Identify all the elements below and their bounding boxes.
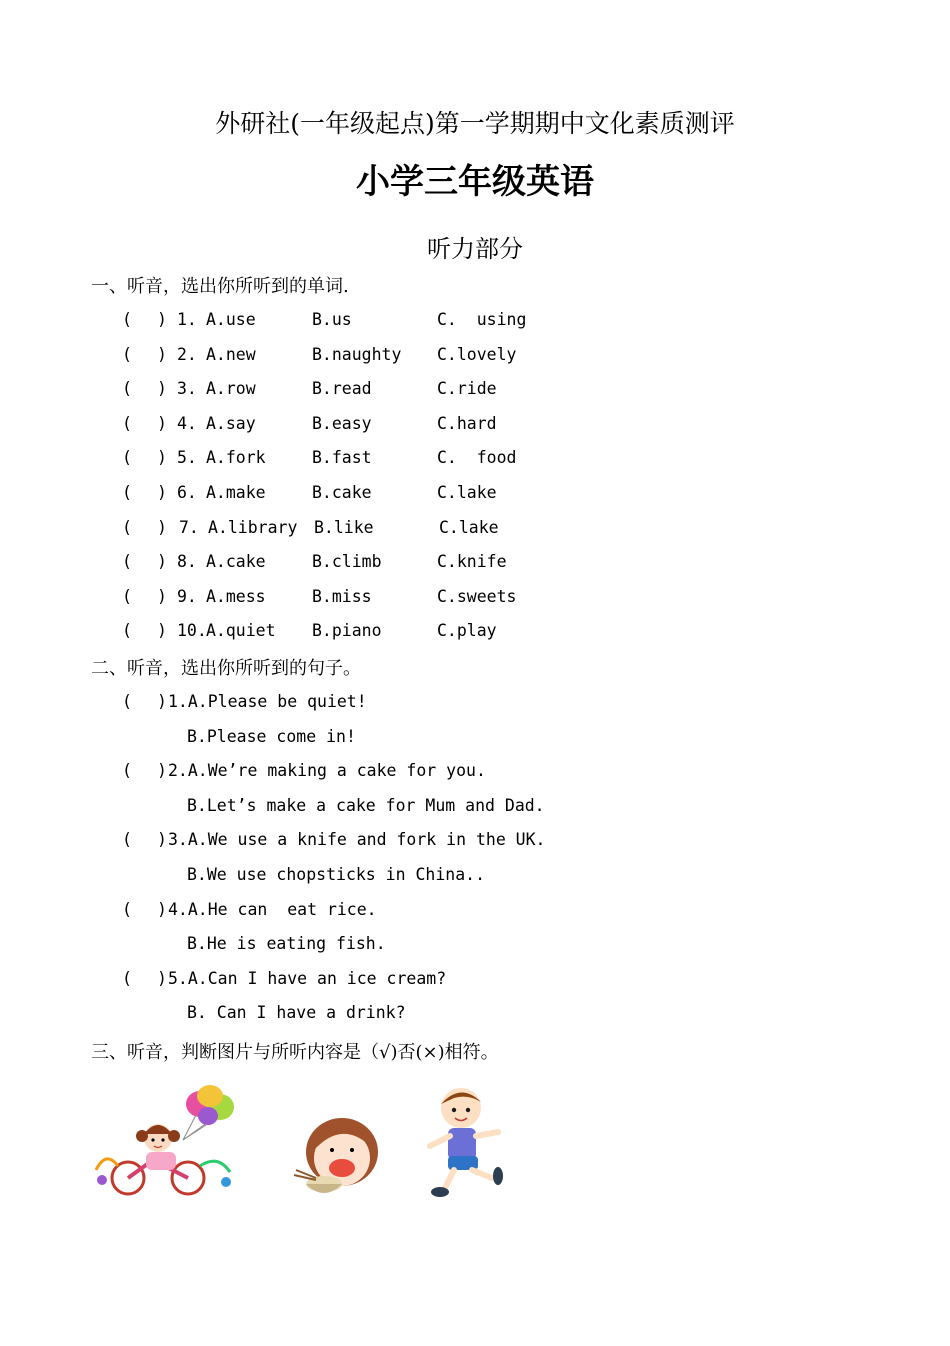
answer-paren-left[interactable]: ( xyxy=(122,587,132,606)
part1-instruction: 一、听音，选出你所听到的单词. xyxy=(91,276,349,297)
sentence-question xyxy=(0,830,950,860)
answer-paren-right: ) xyxy=(157,587,167,606)
running-boy-picture xyxy=(430,1088,503,1197)
answer-paren-right: ) xyxy=(157,483,167,502)
sentence-option-b: B.Please come in! xyxy=(187,727,356,746)
question-number: 8. xyxy=(177,552,197,571)
sentence-option-row xyxy=(0,865,950,895)
word-question xyxy=(0,518,950,548)
answer-paren-right: ) xyxy=(157,414,167,433)
answer-paren-left[interactable]: ( xyxy=(122,692,132,711)
question-number: 6. xyxy=(177,483,197,502)
answer-paren-left[interactable]: ( xyxy=(122,379,132,398)
exam-title: 小学三年级英语 xyxy=(356,162,594,202)
word-question xyxy=(0,414,950,444)
option-c: C.ride xyxy=(437,379,497,398)
word-question xyxy=(0,448,950,478)
sentence-option-a: 3.A.We use a knife and fork in the UK. xyxy=(168,830,546,849)
answer-paren-right: ) xyxy=(157,310,167,329)
answer-paren-right: ) xyxy=(157,448,167,467)
answer-paren-left[interactable]: ( xyxy=(122,448,132,467)
word-question xyxy=(0,552,950,582)
answer-paren-left[interactable]: ( xyxy=(122,552,132,571)
answer-paren-right: ) xyxy=(157,761,167,780)
answer-paren-left[interactable]: ( xyxy=(122,345,132,364)
answer-paren-left[interactable]: ( xyxy=(122,310,132,329)
question-number: 9. xyxy=(177,587,197,606)
question-number: 1. xyxy=(177,310,197,329)
option-c: C.hard xyxy=(437,414,497,433)
question-number: 4. xyxy=(177,414,197,433)
answer-paren-left[interactable]: ( xyxy=(122,414,132,433)
option-b: B.us xyxy=(312,310,352,329)
sentence-option-b: B.He is eating fish. xyxy=(187,934,386,953)
answer-paren-left[interactable]: ( xyxy=(122,969,132,988)
answer-paren-right: ) xyxy=(157,692,167,711)
option-a: A.mess xyxy=(206,587,266,606)
sentence-option-row xyxy=(0,934,950,964)
picture-row xyxy=(88,1080,528,1210)
answer-paren-left[interactable]: ( xyxy=(122,830,132,849)
question-number: 5. xyxy=(177,448,197,467)
answer-paren-left[interactable]: ( xyxy=(122,518,132,537)
option-a: A.library xyxy=(208,518,298,537)
option-a: A.new xyxy=(206,345,256,364)
option-b: B.fast xyxy=(312,448,372,467)
word-question xyxy=(0,483,950,513)
option-c: C. food xyxy=(437,448,517,467)
option-c: C.lake xyxy=(437,483,497,502)
question-number: 2. xyxy=(177,345,197,364)
word-question xyxy=(0,621,950,651)
sentence-option-a: 4.A.He can eat rice. xyxy=(168,900,377,919)
word-question xyxy=(0,587,950,617)
section-heading: 听力部分 xyxy=(427,235,523,263)
girl-bicycle-picture xyxy=(96,1085,234,1194)
option-c: C.play xyxy=(437,621,497,640)
answer-paren-right: ) xyxy=(157,345,167,364)
option-c: C. using xyxy=(437,310,527,329)
word-question xyxy=(0,345,950,375)
option-c: C.knife xyxy=(437,552,507,571)
sentence-question xyxy=(0,692,950,722)
sentence-question xyxy=(0,969,950,999)
option-a: A.make xyxy=(206,483,266,502)
question-number: 3. xyxy=(177,379,197,398)
answer-paren-right: ) xyxy=(157,379,167,398)
answer-paren-left[interactable]: ( xyxy=(122,483,132,502)
answer-paren-right: ) xyxy=(157,969,167,988)
exam-subtitle: 外研社(一年级起点)第一学期期中文化素质测评 xyxy=(215,109,735,138)
option-b: B.like xyxy=(314,518,374,537)
option-a: A.quiet xyxy=(206,621,276,640)
sentence-option-a: 1.A.Please be quiet! xyxy=(168,692,367,711)
question-number: 7. xyxy=(179,518,199,537)
answer-paren-right: ) xyxy=(157,621,167,640)
option-c: C.lake xyxy=(439,518,499,537)
part3-instruction: 三、听音，判断图片与所听内容是（√)否(×)相符。 xyxy=(91,1042,499,1063)
answer-paren-right: ) xyxy=(157,552,167,571)
answer-paren-right: ) xyxy=(157,518,167,537)
sentence-option-a: 2.A.We’re making a cake for you. xyxy=(168,761,486,780)
sentence-option-row xyxy=(0,727,950,757)
sentence-option-b: B.Let’s make a cake for Mum and Dad. xyxy=(187,796,545,815)
option-a: A.use xyxy=(206,310,256,329)
word-question xyxy=(0,310,950,340)
answer-paren-right: ) xyxy=(157,900,167,919)
word-question xyxy=(0,379,950,409)
option-b: B.naughty xyxy=(312,345,402,364)
answer-paren-right: ) xyxy=(157,830,167,849)
question-number: 10. xyxy=(177,621,207,640)
part2-instruction: 二、听音，选出你所听到的句子。 xyxy=(91,658,361,679)
sentence-option-row xyxy=(0,796,950,826)
option-b: B.piano xyxy=(312,621,382,640)
option-b: B.climb xyxy=(312,552,382,571)
option-b: B.miss xyxy=(312,587,372,606)
option-a: A.fork xyxy=(206,448,266,467)
sentence-question xyxy=(0,900,950,930)
sentence-option-a: 5.A.Can I have an ice cream? xyxy=(168,969,447,988)
girl-eating-rice-picture xyxy=(294,1118,378,1193)
option-b: B.cake xyxy=(312,483,372,502)
sentence-question xyxy=(0,761,950,791)
option-a: A.row xyxy=(206,379,256,398)
answer-paren-left[interactable]: ( xyxy=(122,761,132,780)
answer-paren-left[interactable]: ( xyxy=(122,900,132,919)
answer-paren-left[interactable]: ( xyxy=(122,621,132,640)
sentence-option-row xyxy=(0,1003,950,1033)
sentence-option-b: B.We use chopsticks in China.. xyxy=(187,865,486,884)
option-a: A.say xyxy=(206,414,256,433)
option-c: C.lovely xyxy=(437,345,517,364)
option-c: C.sweets xyxy=(437,587,517,606)
sentence-option-b: B. Can I have a drink? xyxy=(187,1003,406,1022)
option-b: B.easy xyxy=(312,414,372,433)
option-a: A.cake xyxy=(206,552,266,571)
option-b: B.read xyxy=(312,379,372,398)
